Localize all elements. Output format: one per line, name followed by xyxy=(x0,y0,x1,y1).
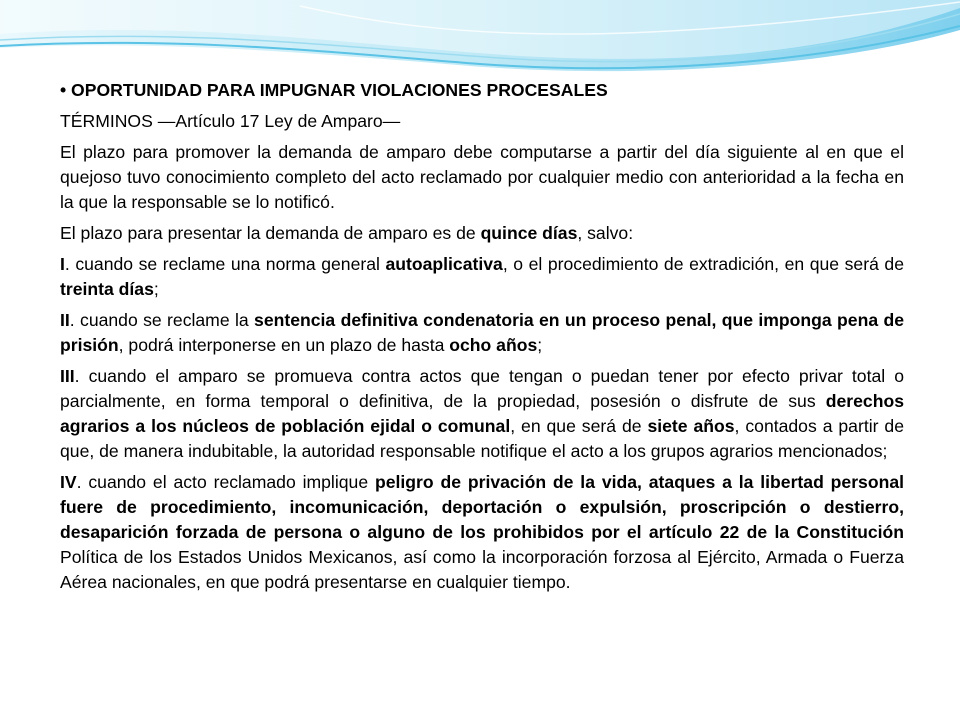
bold-text-run: III xyxy=(60,366,75,386)
slide-title: • OPORTUNIDAD PARA IMPUGNAR VIOLACIONES PROCESALES xyxy=(60,80,608,100)
text-run: ; xyxy=(537,335,543,355)
text-run: , en que será de xyxy=(510,416,648,436)
bold-text-run: siete años xyxy=(647,416,735,436)
bold-text-run: treinta días xyxy=(60,279,154,299)
bold-text-run: derechos agrarios a los núcleos de población ejidal o comunal xyxy=(60,391,904,436)
text-run: ; xyxy=(153,279,159,299)
header-wave-decoration xyxy=(0,0,960,80)
bold-text-run: quince días xyxy=(480,223,578,243)
paragraph xyxy=(60,308,904,358)
bold-text-run: autoaplicativa xyxy=(385,254,503,274)
text-run: El plazo para promover la demanda de amparo debe computarse a partir del día siguiente al en que el quejoso tuvo conocimiento completo del acto reclamado por cualquier medio con anterioridad a la fecha en la que la responsable se lo notificó. xyxy=(60,142,904,212)
paragraph-list xyxy=(60,140,904,595)
text-run: , podrá interponerse en un plazo de hasta xyxy=(118,335,450,355)
text-run: , contados a partir de que, de manera indubitable, la autoridad responsable notifique el acto a los grupos agrarios mencionados; xyxy=(60,416,904,461)
text-run: , o el procedimiento de extradición, en que será de xyxy=(502,254,904,274)
text-run: Política de los Estados Unidos Mexicanos, así como la incorporación forzosa al Ejército, Armada o Fuerza Aérea nacionales, en que podrá presentarse en cualquier tiempo. xyxy=(60,547,904,592)
text-run: . cuando se reclame una norma general xyxy=(64,254,386,274)
text-run: . cuando el acto reclamado implique xyxy=(76,472,375,492)
paragraph xyxy=(60,252,904,302)
text-run: , salvo: xyxy=(577,223,634,243)
bold-text-run: peligro de privación de la vida, ataques a la libertad personal fuere de procedimiento, incomunicación, deportación o expulsión, proscripción o destierro, desaparición forzada de persona o alguno de los prohibidos por el artículo 22 de la Constitución xyxy=(60,472,905,542)
bold-text-run: IV xyxy=(60,472,77,492)
paragraph xyxy=(60,140,904,215)
bold-text-run: II xyxy=(60,310,70,330)
bold-text-run: sentencia definitiva condenatoria en un proceso penal, que imponga pena de prisión xyxy=(60,310,904,355)
text-run: . cuando se reclame la xyxy=(69,310,255,330)
paragraph xyxy=(60,470,904,595)
slide-content xyxy=(60,78,904,595)
bold-text-run: ocho años xyxy=(449,335,538,355)
text-run: El plazo para presentar la demanda de amparo es de xyxy=(60,223,481,243)
paragraph xyxy=(60,364,904,464)
slide-subtitle: TÉRMINOS —Artículo 17 Ley de Amparo— xyxy=(60,111,401,131)
text-run: . cuando el amparo se promueva contra actos que tengan o puedan tener por efecto privar total o parcialmente, en forma temporal o definitiva, de la propiedad, posesión o disfrute de sus xyxy=(60,366,904,411)
bold-text-run: I xyxy=(60,254,65,274)
paragraph xyxy=(60,221,904,246)
